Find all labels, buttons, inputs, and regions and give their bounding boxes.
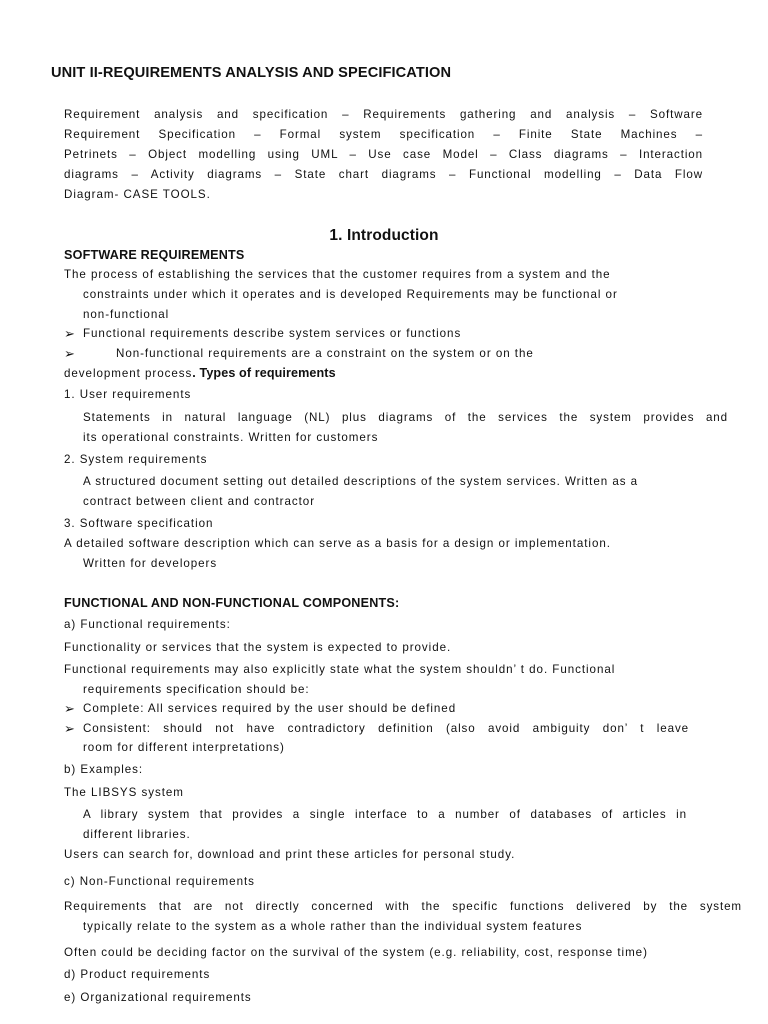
topics-line-3: Petrinets – Object modelling using UML – Use case Model – Class diagrams – Interaction — [64, 148, 703, 161]
list-item-title: c) Non-Functional requirements — [64, 875, 255, 888]
paragraph-line: Requirements that are not directly concerned with the specific functions delivered by the system — [64, 900, 742, 913]
bullet-item: Functional requirements describe system services or functions — [83, 327, 462, 340]
paragraph-line: its operational constraints. Written for customers — [83, 431, 379, 444]
arrow-bullet-icon: ➢ — [64, 326, 75, 341]
paragraph-line: non-functional — [83, 308, 170, 321]
paragraph-line: requirements specification should be: — [83, 683, 310, 696]
topics-line-2: Requirement Specification – Formal system specification – Finite State Machines – — [64, 128, 703, 141]
paragraph-line: typically relate to the system as a whole rather than the individual system features — [83, 920, 583, 933]
section-heading-functional-components: FUNCTIONAL AND NON-FUNCTIONAL COMPONENTS: — [64, 596, 400, 610]
development-process-text: development process — [64, 367, 193, 380]
paragraph-line: A library system that provides a single interface to a number of databases of articles in — [83, 808, 687, 821]
topics-line-4: diagrams – Activity diagrams – State chart diagrams – Functional modelling – Data Flow — [64, 168, 703, 181]
section-heading-software-requirements: SOFTWARE REQUIREMENTS — [64, 248, 245, 262]
paragraph-line: Written for developers — [83, 557, 218, 570]
topics-line-1: Requirement analysis and specification – Requirements gathering and analysis – Software — [64, 108, 703, 121]
section-heading-introduction: 1. Introduction — [329, 227, 439, 244]
arrow-bullet-icon: ➢ — [64, 346, 75, 361]
list-item-title: b) Examples: — [64, 763, 144, 776]
paragraph-line: Statements in natural language (NL) plus diagrams of the services the system provides and — [83, 411, 728, 424]
paragraph-line: Often could be deciding factor on the survival of the system (e.g. reliability, cost, response time) — [64, 946, 648, 959]
page-title: UNIT II-REQUIREMENTS ANALYSIS AND SPECIFICATION — [51, 65, 452, 81]
paragraph-line: contract between client and contractor — [83, 495, 316, 508]
bullet-item: Consistent: should not have contradictory definition (also avoid ambiguity don’ t leave — [83, 722, 689, 735]
arrow-bullet-icon: ➢ — [64, 701, 75, 716]
paragraph-line: Functionality or services that the system is expected to provide. — [64, 641, 452, 654]
paragraph-line: A detailed software description which can serve as a basis for a design or implementation. — [64, 537, 611, 550]
list-item-title: 1. User requirements — [64, 388, 192, 401]
paragraph-line: Functional requirements may also explicitly state what the system shouldn’ t do. Functional — [64, 663, 616, 676]
paragraph-line: Users can search for, download and print these articles for personal study. — [64, 848, 516, 861]
paragraph-line: different libraries. — [83, 828, 191, 841]
list-item-title: e) Organizational requirements — [64, 991, 252, 1004]
list-item-title: a) Functional requirements: — [64, 618, 231, 631]
list-item-title: 2. System requirements — [64, 453, 208, 466]
topics-line-5: Diagram- CASE TOOLS. — [64, 188, 211, 201]
paragraph-line: The LIBSYS system — [64, 786, 184, 799]
paragraph-line — [64, 366, 336, 381]
paragraph-line: room for different interpretations) — [83, 741, 285, 754]
bullet-item: Non-functional requirements are a constraint on the system or on the — [116, 347, 534, 360]
bullet-item: Complete: All services required by the user should be defined — [83, 702, 457, 715]
list-item-title: 3. Software specification — [64, 517, 214, 530]
paragraph-line: A structured document setting out detailed descriptions of the system services. Written as a — [83, 475, 639, 488]
paragraph-line: constraints under which it operates and is developed Requirements may be functional or — [83, 288, 618, 301]
types-of-requirements-heading: . Types of requirements — [192, 366, 336, 380]
list-item-title: d) Product requirements — [64, 968, 211, 981]
arrow-bullet-icon: ➢ — [64, 721, 75, 736]
paragraph-line: The process of establishing the services that the customer requires from a system and the — [64, 268, 611, 281]
